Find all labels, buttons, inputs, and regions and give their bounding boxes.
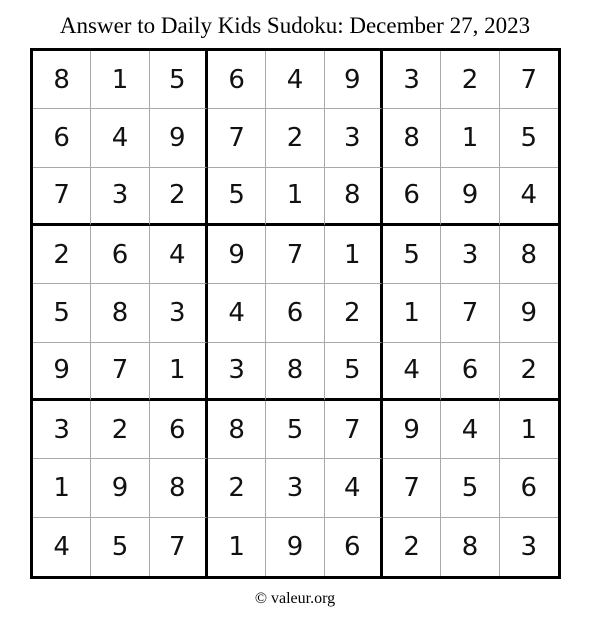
- sudoku-cell-r6-c6: 5: [325, 343, 383, 401]
- sudoku-cell-r3-c6: 8: [325, 168, 383, 226]
- sudoku-cell-r1-c7: 3: [383, 51, 441, 109]
- sudoku-cell-r5-c3: 3: [150, 284, 208, 342]
- sudoku-cell-r1-c5: 4: [266, 51, 324, 109]
- sudoku-cell-r8-c2: 9: [91, 459, 149, 517]
- sudoku-cell-r6-c2: 7: [91, 343, 149, 401]
- sudoku-cell-r7-c6: 7: [325, 401, 383, 459]
- sudoku-cell-r1-c2: 1: [91, 51, 149, 109]
- sudoku-cell-r2-c9: 5: [500, 109, 558, 167]
- sudoku-cell-r3-c1: 7: [33, 168, 91, 226]
- sudoku-cell-r4-c2: 6: [91, 226, 149, 284]
- sudoku-cell-r7-c5: 5: [266, 401, 324, 459]
- sudoku-cell-r1-c1: 8: [33, 51, 91, 109]
- sudoku-cell-r7-c1: 3: [33, 401, 91, 459]
- sudoku-cell-r6-c7: 4: [383, 343, 441, 401]
- sudoku-cell-r4-c7: 5: [383, 226, 441, 284]
- sudoku-cell-r4-c3: 4: [150, 226, 208, 284]
- sudoku-cell-r8-c5: 3: [266, 459, 324, 517]
- sudoku-cell-r6-c1: 9: [33, 343, 91, 401]
- sudoku-cell-r1-c3: 5: [150, 51, 208, 109]
- sudoku-cell-r4-c4: 9: [208, 226, 266, 284]
- sudoku-cell-r2-c6: 3: [325, 109, 383, 167]
- sudoku-cell-r9-c1: 4: [33, 518, 91, 576]
- sudoku-cell-r7-c9: 1: [500, 401, 558, 459]
- sudoku-cell-r5-c9: 9: [500, 284, 558, 342]
- sudoku-cell-r2-c7: 8: [383, 109, 441, 167]
- sudoku-cell-r5-c8: 7: [441, 284, 499, 342]
- sudoku-cell-r4-c5: 7: [266, 226, 324, 284]
- sudoku-cell-r8-c8: 5: [441, 459, 499, 517]
- sudoku-cell-r7-c7: 9: [383, 401, 441, 459]
- sudoku-cell-r5-c7: 1: [383, 284, 441, 342]
- sudoku-cell-r2-c3: 9: [150, 109, 208, 167]
- sudoku-cell-r6-c3: 1: [150, 343, 208, 401]
- sudoku-cell-r6-c4: 3: [208, 343, 266, 401]
- sudoku-cell-r2-c5: 2: [266, 109, 324, 167]
- sudoku-cell-r1-c9: 7: [500, 51, 558, 109]
- sudoku-cell-r3-c4: 5: [208, 168, 266, 226]
- sudoku-cell-r9-c3: 7: [150, 518, 208, 576]
- sudoku-cell-r3-c8: 9: [441, 168, 499, 226]
- sudoku-cell-r5-c2: 8: [91, 284, 149, 342]
- sudoku-cell-r8-c9: 6: [500, 459, 558, 517]
- page-title: Answer to Daily Kids Sudoku: December 27, 2023: [59, 13, 531, 38]
- footer-credit: © valeur.org: [254, 590, 336, 607]
- sudoku-cell-r4-c8: 3: [441, 226, 499, 284]
- sudoku-cell-r2-c8: 1: [441, 109, 499, 167]
- sudoku-cell-r8-c6: 4: [325, 459, 383, 517]
- sudoku-cell-r9-c2: 5: [91, 518, 149, 576]
- sudoku-cell-r9-c8: 8: [441, 518, 499, 576]
- sudoku-cell-r4-c6: 1: [325, 226, 383, 284]
- sudoku-cell-r3-c3: 2: [150, 168, 208, 226]
- sudoku-cell-r6-c8: 6: [441, 343, 499, 401]
- sudoku-cell-r2-c2: 4: [91, 109, 149, 167]
- sudoku-cell-r1-c4: 6: [208, 51, 266, 109]
- sudoku-cell-r8-c4: 2: [208, 459, 266, 517]
- sudoku-grid: [30, 48, 561, 579]
- sudoku-cell-r7-c4: 8: [208, 401, 266, 459]
- sudoku-cell-r5-c5: 6: [266, 284, 324, 342]
- sudoku-cell-r7-c2: 2: [91, 401, 149, 459]
- sudoku-cell-r9-c6: 6: [325, 518, 383, 576]
- sudoku-cell-r5-c1: 5: [33, 284, 91, 342]
- sudoku-cell-r8-c3: 8: [150, 459, 208, 517]
- sudoku-cell-r1-c6: 9: [325, 51, 383, 109]
- sudoku-cell-r2-c1: 6: [33, 109, 91, 167]
- sudoku-cell-r3-c2: 3: [91, 168, 149, 226]
- sudoku-cell-r9-c7: 2: [383, 518, 441, 576]
- sudoku-cell-r7-c8: 4: [441, 401, 499, 459]
- sudoku-cell-r4-c1: 2: [33, 226, 91, 284]
- sudoku-cell-r1-c8: 2: [441, 51, 499, 109]
- sudoku-cell-r7-c3: 6: [150, 401, 208, 459]
- sudoku-cell-r5-c6: 2: [325, 284, 383, 342]
- sudoku-cell-r9-c5: 9: [266, 518, 324, 576]
- sudoku-cell-r3-c7: 6: [383, 168, 441, 226]
- sudoku-cell-r9-c9: 3: [520, 531, 538, 562]
- sudoku-cell-r3-c5: 1: [266, 168, 324, 226]
- sudoku-cell-r2-c4: 7: [208, 109, 266, 167]
- sudoku-cell-r3-c9: 4: [500, 168, 558, 226]
- sudoku-cell-r6-c9: 2: [500, 343, 558, 401]
- sudoku-cell-r4-c9: 8: [500, 226, 558, 284]
- sudoku-cell-r6-c5: 8: [266, 343, 324, 401]
- sudoku-cell-r8-c1: 1: [33, 459, 91, 517]
- sudoku-cell-r5-c4: 4: [208, 284, 266, 342]
- sudoku-cell-r9-c4: 1: [208, 518, 266, 576]
- sudoku-cell-r8-c7: 7: [383, 459, 441, 517]
